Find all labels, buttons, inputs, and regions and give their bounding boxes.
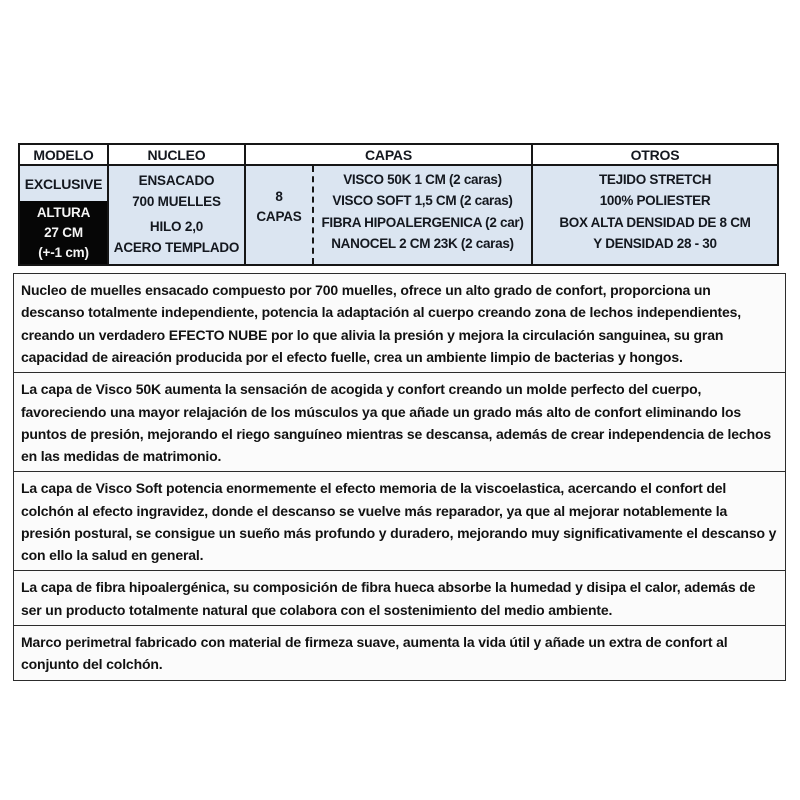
otros-line: Y DENSIDAD 28 - 30 — [593, 235, 717, 251]
otros-line: 100% POLIESTER — [599, 193, 711, 209]
nucleo-bottom-group — [109, 216, 244, 258]
header-nucleo: NUCLEO — [109, 145, 246, 166]
header-otros: OTROS — [533, 145, 777, 166]
paragraph-visco-soft: La capa de Visco Soft potencia enormemente el efecto memoria de la viscoelastica, acercando el confort del colchón al efecto ingravidez, donde el descanso se vuelve más reparador, ya que al mejorar notablemente la presión postural, se consigue un sueño más profundo y duradero, mejorando muy significativamente el descanso y con ello la salud en general. — [13, 471, 786, 572]
description-section — [13, 273, 786, 681]
height-tolerance: (+-1 cm) — [38, 244, 89, 260]
otros-line: BOX ALTA DENSIDAD DE 8 CM — [559, 214, 751, 230]
paragraph-marco: Marco perimetral fabricado con material de firmeza suave, aumenta la vida útil y añade un extra de confort al conjunto del colchón. — [13, 625, 786, 681]
header-modelo: MODELO — [20, 145, 109, 166]
cell-nucleo — [109, 166, 246, 264]
cell-capas-count — [246, 166, 314, 264]
capas-layer: VISCO SOFT 1,5 CM (2 caras) — [332, 193, 513, 209]
capas-layer: FIBRA HIPOALERGENICA (2 car) — [321, 214, 524, 230]
spec-table — [18, 143, 779, 266]
paragraph-nucleo: Nucleo de muelles ensacado compuesto por 700 muelles, ofrece un alto grado de confort, proporciona un descanso totalmente independiente, potencia la adaptación al cuerpo creando zona de lechos independientes, creando un verdadero EFECTO NUBE por lo que alivia la presión y mejora la circulación sanguinea, su gran capacidad de aireación producida por el efecto fuelle, crea un ambiente limpio de bacterias y hongos. — [13, 273, 786, 374]
nucleo-line: ENSACADO — [138, 173, 215, 188]
cell-capas-layers — [314, 166, 533, 264]
header-capas: CAPAS — [246, 145, 533, 166]
cell-modelo — [20, 166, 109, 264]
nucleo-top-group — [109, 170, 244, 212]
nucleo-line: ACERO TEMPLADO — [113, 240, 240, 255]
height-value: 27 CM — [44, 224, 83, 240]
paragraph-fibra: La capa de fibra hipoalergénica, su composición de fibra hueca absorbe la humedad y disipa el calor, además de ser un producto totalmente natural que colabora con el sostenimiento del medio ambiente. — [13, 570, 786, 626]
nucleo-line: 700 MUELLES — [132, 194, 221, 209]
height-block — [20, 201, 107, 264]
capas-layer: NANOCEL 2 CM 23K (2 caras) — [331, 235, 514, 251]
otros-line: TEJIDO STRETCH — [598, 172, 712, 187]
capas-layer: VISCO 50K 1 CM (2 caras) — [343, 172, 502, 187]
nucleo-line: HILO 2,0 — [149, 219, 204, 234]
capas-count-label: CAPAS — [256, 209, 302, 224]
model-name: EXCLUSIVE — [20, 166, 107, 201]
height-label: ALTURA — [36, 204, 91, 220]
capas-count-number: 8 — [275, 189, 283, 204]
paragraph-visco-50k: La capa de Visco 50K aumenta la sensación de acogida y confort creando un molde perfecto del cuerpo, favoreciendo una mayor relajación de los músculos ya que añade un grado más alto de confort eliminando los puntos de presión, mejorando el riego sanguíneo mientras se descansa, además de crear independencia de lechos en las medidas de matrimonio. — [13, 372, 786, 473]
cell-otros — [533, 166, 777, 264]
